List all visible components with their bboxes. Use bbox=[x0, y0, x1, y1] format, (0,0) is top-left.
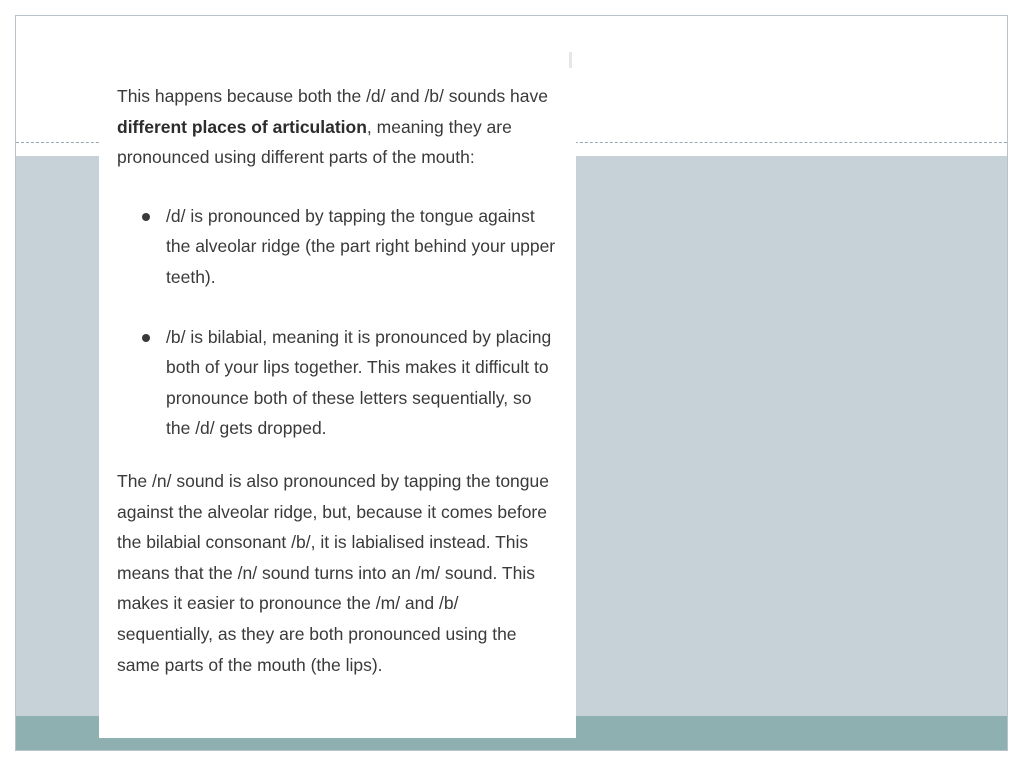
intro-text-start: This happens because both the /d/ and /b/ sounds have bbox=[117, 86, 549, 106]
decorative-mark bbox=[569, 52, 572, 68]
bullet-dot-icon bbox=[142, 213, 150, 221]
bullet-item-b bbox=[117, 322, 558, 444]
bullet-dot-icon bbox=[142, 334, 150, 342]
bullet-list bbox=[117, 201, 558, 444]
intro-text-end: , meaning they are pronounced using different parts of the mouth: bbox=[117, 116, 512, 168]
bullet-text: /b/ is bilabial, meaning it is pronounced by placing both of your lips together. This makes it difficult to pronounce both of these letters sequentially, so the /d/ gets dropped. bbox=[166, 326, 552, 439]
text-card bbox=[99, 70, 576, 738]
bullet-item-d bbox=[117, 201, 558, 293]
conclusion-paragraph: The /n/ sound is also pronounced by tapping the tongue against the alveolar ridge, but, because it comes before the bilabial consonant /b/, it is labialised instead. This means that the /n/ sound turns into an /m/ sound. This makes it easier to pronounce the /m/ and /b/ sequentially, as they are both pronounced using the same parts of the mouth (the lips). bbox=[117, 470, 549, 675]
bullet-text: /d/ is pronounced by tapping the tongue against the alveolar ridge (the part right behind your upper teeth). bbox=[166, 205, 556, 287]
intro-bold-phrase: different places of articulation bbox=[117, 116, 367, 137]
intro-paragraph bbox=[117, 81, 558, 173]
